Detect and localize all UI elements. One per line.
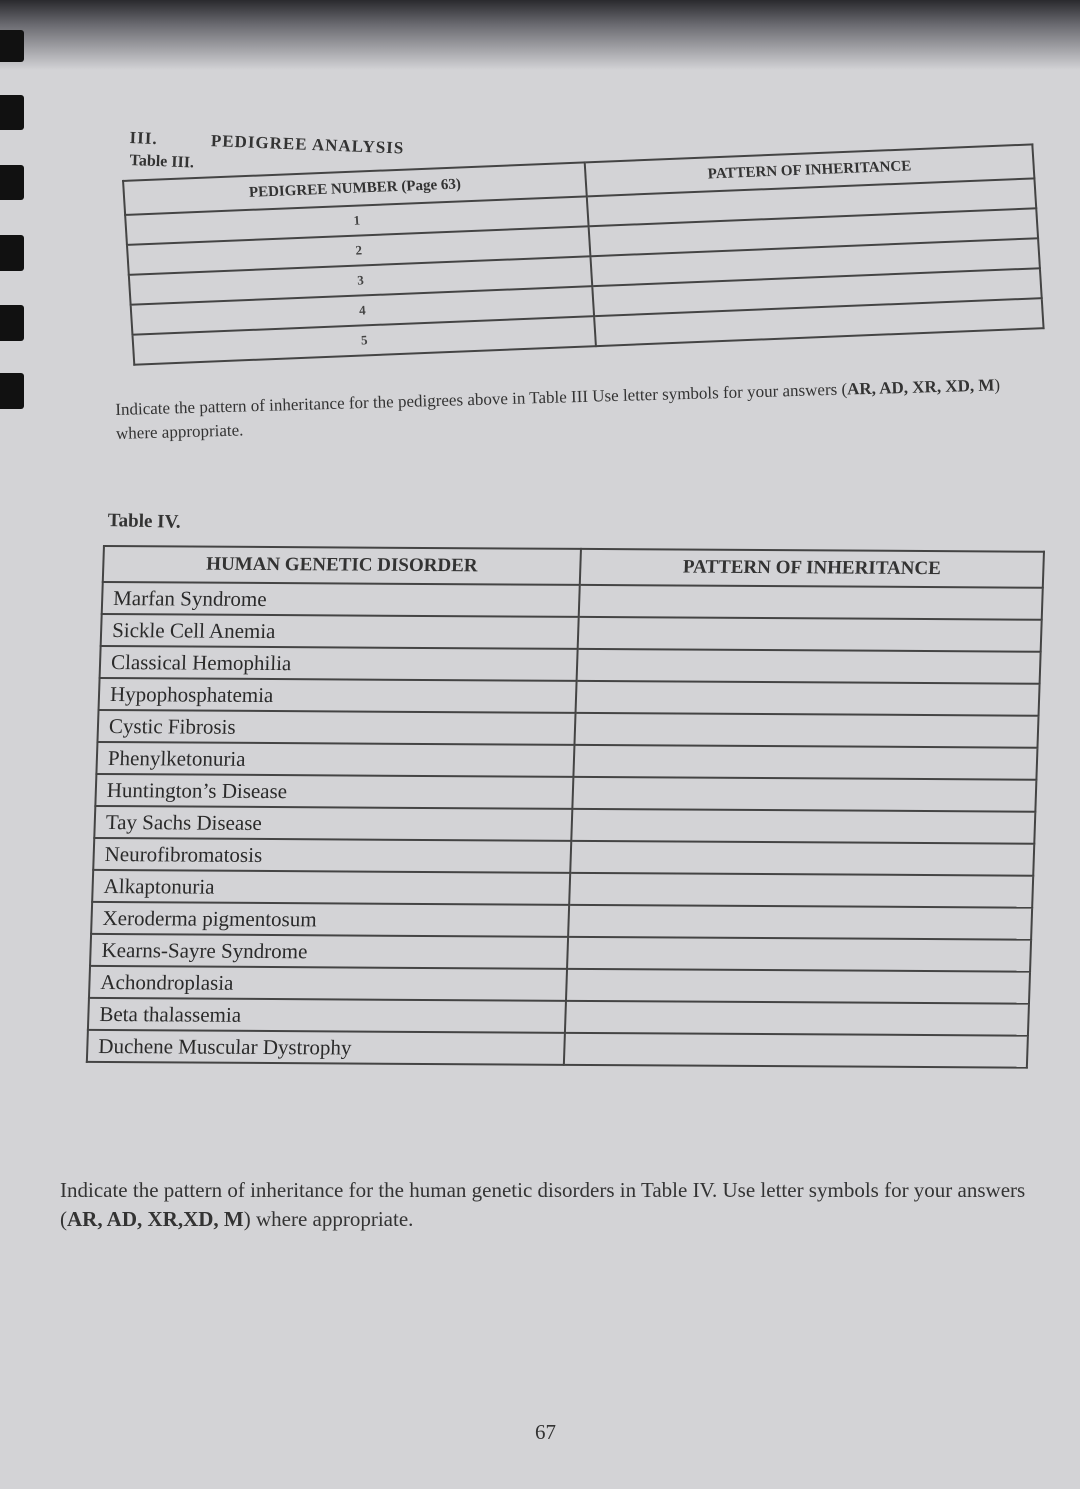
table3-label: Table III. (129, 152, 195, 172)
pedigree-table (122, 143, 1045, 365)
answer-cell[interactable] (568, 905, 1032, 940)
disorder-cell: Phenylketonuria (96, 742, 574, 777)
pedigree-number-cell: 3 (129, 256, 592, 304)
answer-cell[interactable] (565, 1001, 1029, 1036)
table4-instructions: Indicate the pattern of inheritance for the human genetic disorders in Table IV. Use letter symbols for your answers (AR, AD, XR,XD, M) where appropriate. (60, 1178, 1026, 1231)
disorder-cell: Neurofibromatosis (93, 838, 571, 873)
page-number: 67 (535, 1420, 556, 1444)
disorder-cell: Tay Sachs Disease (94, 806, 572, 841)
table-row (87, 1030, 1028, 1068)
disorder-cell: Huntington’s Disease (95, 774, 573, 809)
answer-cell[interactable] (576, 681, 1040, 716)
table-header-row (103, 546, 1044, 588)
answer-cell[interactable] (573, 745, 1037, 780)
answer-cell[interactable] (564, 1033, 1028, 1068)
disorder-cell: Classical Hemophilia (100, 646, 578, 681)
pattern-header: PATTERN OF INHERITANCE (585, 144, 1035, 196)
answer-cell[interactable] (574, 713, 1038, 748)
answer-cell[interactable] (569, 873, 1033, 908)
disorder-cell: Xeroderma pigmentosum (91, 902, 569, 937)
letter-symbols: AR, AD, XR, XD, M (846, 375, 995, 399)
disorder-cell: Beta thalassemia (88, 998, 566, 1033)
disorder-cell: Duchene Muscular Dystrophy (87, 1030, 565, 1065)
pattern-header: PATTERN OF INHERITANCE (580, 549, 1044, 588)
disorder-cell: Cystic Fibrosis (97, 710, 575, 745)
answer-cell[interactable] (571, 809, 1035, 844)
answer-cell[interactable] (566, 969, 1030, 1004)
section-title: PEDIGREE ANALYSIS (210, 131, 405, 158)
answer-cell[interactable] (567, 937, 1031, 972)
pedigree-number-cell: 5 (132, 316, 595, 364)
disorder-cell: Alkaptonuria (92, 870, 570, 905)
table3-instructions: Indicate the pattern of inheritance for the pedigrees above in Table III Use letter symbols for your answers (AR, AD, XR, XD, M) where appropriate. (115, 375, 1001, 443)
pedigree-number-cell: 2 (127, 226, 590, 274)
pedigree-number-cell: 4 (131, 286, 594, 334)
pedigree-number-header: PEDIGREE NUMBER (Page 63) (123, 162, 587, 214)
answer-cell[interactable] (578, 617, 1042, 652)
disorder-cell: Kearns-Sayre Syndrome (90, 934, 568, 969)
disorder-cell: Hypophosphatemia (99, 678, 577, 713)
disorder-header: HUMAN GENETIC DISORDER (103, 546, 581, 585)
answer-cell[interactable] (570, 841, 1034, 876)
disorder-cell: Achondroplasia (89, 966, 567, 1001)
disorder-cell: Marfan Syndrome (102, 582, 580, 617)
table4-label: Table IV. (107, 510, 181, 533)
answer-cell[interactable] (577, 649, 1041, 684)
genetic-disorder-table (86, 545, 1045, 1069)
pedigree-number-cell: 1 (125, 196, 588, 244)
letter-symbols: AR, AD, XR,XD, M (67, 1207, 244, 1231)
answer-cell[interactable] (579, 585, 1043, 620)
disorder-cell: Sickle Cell Anemia (101, 614, 579, 649)
answer-cell[interactable] (572, 777, 1036, 812)
section-number: III. (129, 128, 159, 149)
